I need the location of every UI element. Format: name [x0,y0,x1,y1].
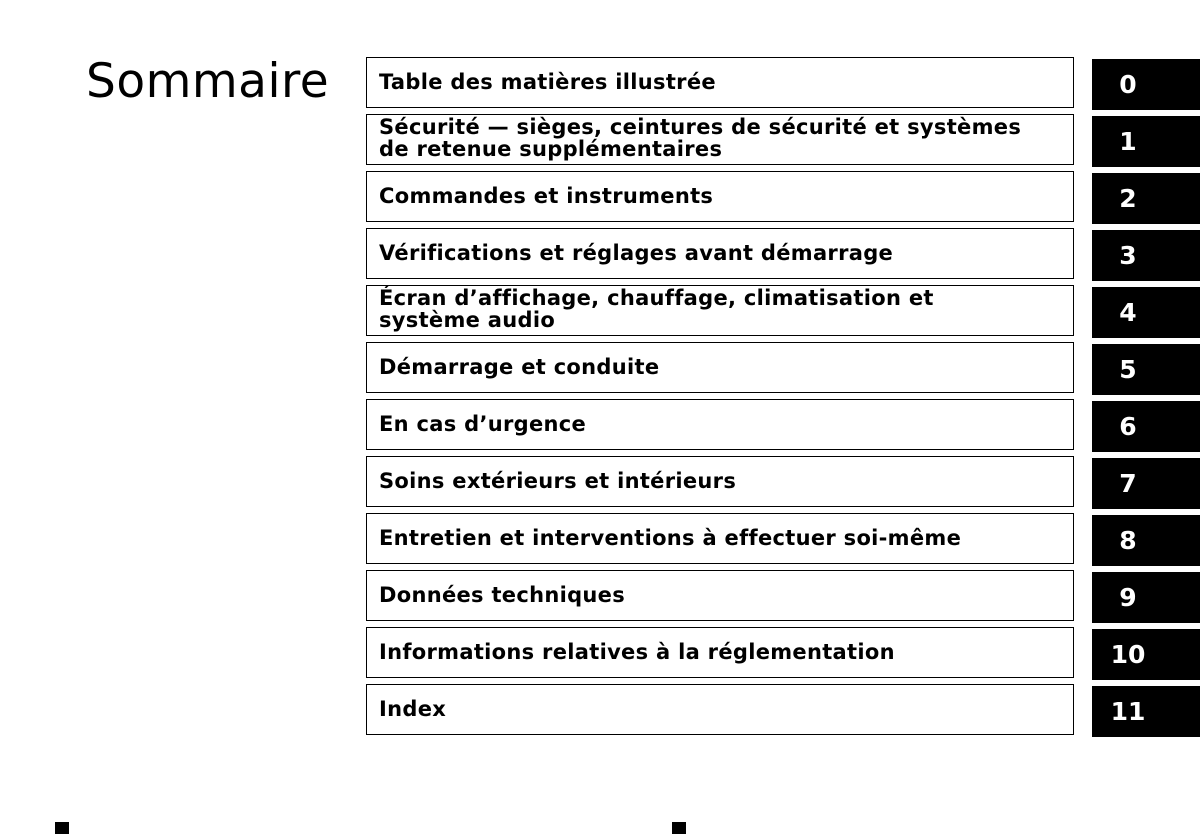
toc-entry-label: Entretien et interventions à effectuer soi-même [379,525,962,550]
toc-row-5[interactable] [366,342,1200,393]
chapter-number: 3 [1119,241,1137,270]
toc-entry-box[interactable] [366,570,1074,621]
toc-entry-box[interactable] [366,456,1074,507]
toc-entry-label: Sécurité — sièges, ceintures de sécurité et systèmes de retenue supplémentaires [379,115,1022,161]
chapter-tab[interactable] [1092,173,1200,224]
toc-entry-box[interactable] [366,627,1074,678]
toc-row-0[interactable] [366,57,1200,108]
toc-row-2[interactable] [366,171,1200,222]
toc-entry-box[interactable] [366,57,1074,108]
chapter-number: 9 [1119,583,1137,612]
toc-entry-box[interactable] [366,114,1074,165]
toc-entry-label: Commandes et instruments [379,183,714,208]
crop-mark-left [55,822,69,834]
toc-row-3[interactable] [366,228,1200,279]
page-title: Sommaire [86,54,330,109]
chapter-tab[interactable] [1092,515,1200,566]
chapter-tab[interactable] [1092,116,1200,167]
chapter-tab[interactable] [1092,686,1200,737]
toc-entry-label: Index [379,696,447,721]
toc-row-4[interactable] [366,285,1200,336]
chapter-number: 0 [1119,70,1137,99]
chapter-tab[interactable] [1092,401,1200,452]
toc-entry-box[interactable] [366,399,1074,450]
chapter-tab[interactable] [1092,230,1200,281]
chapter-number: 11 [1110,697,1146,726]
toc-entry-box[interactable] [366,342,1074,393]
chapter-tab[interactable] [1092,572,1200,623]
chapter-number: 10 [1110,640,1146,669]
toc-entry-label: En cas d’urgence [379,411,587,436]
toc-entry-label: Données techniques [379,582,626,607]
chapter-number: 2 [1119,184,1137,213]
toc-row-8[interactable] [366,513,1200,564]
toc-row-6[interactable] [366,399,1200,450]
toc-entry-box[interactable] [366,684,1074,735]
chapter-tab[interactable] [1092,287,1200,338]
chapter-tab[interactable] [1092,344,1200,395]
toc-row-11[interactable] [366,684,1200,735]
toc-entry-label: Soins extérieurs et intérieurs [379,468,737,493]
chapter-number: 6 [1119,412,1137,441]
toc-entry-box[interactable] [366,171,1074,222]
toc-entry-label: Démarrage et conduite [379,354,660,379]
toc-entry-label: Table des matières illustrée [379,69,716,94]
chapter-tab[interactable] [1092,458,1200,509]
chapter-tab[interactable] [1092,59,1200,110]
toc-row-9[interactable] [366,570,1200,621]
toc-entry-box[interactable] [366,228,1074,279]
toc-row-1[interactable] [366,114,1200,165]
chapter-number: 8 [1119,526,1137,555]
toc-entry-label: Vérifications et réglages avant démarrage [379,240,894,265]
chapter-number: 5 [1119,355,1137,384]
chapter-number: 7 [1119,469,1137,498]
toc-entry-label: Écran d’affichage, chauffage, climatisation et système audio [379,286,934,332]
chapter-tab[interactable] [1092,629,1200,680]
chapter-number: 1 [1119,127,1137,156]
toc-entry-label: Informations relatives à la réglementation [379,639,895,664]
toc-entry-box[interactable] [366,285,1074,336]
crop-mark-center [672,822,686,834]
chapter-number: 4 [1119,298,1137,327]
toc-row-10[interactable] [366,627,1200,678]
toc-entry-box[interactable] [366,513,1074,564]
toc-row-7[interactable] [366,456,1200,507]
